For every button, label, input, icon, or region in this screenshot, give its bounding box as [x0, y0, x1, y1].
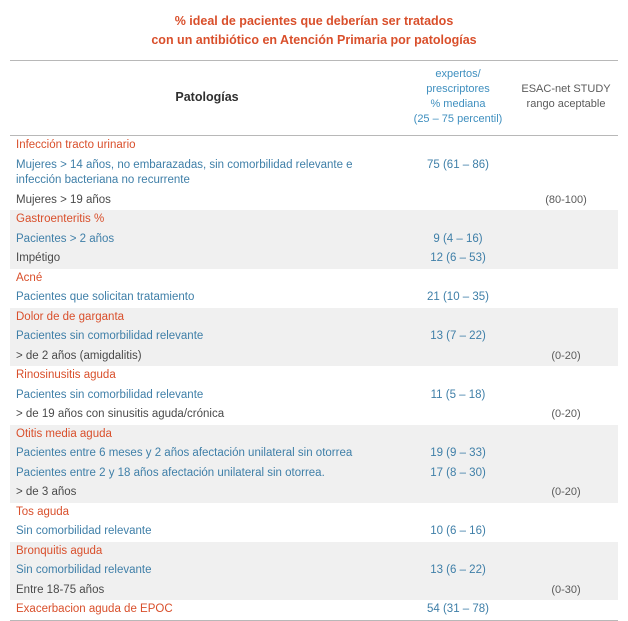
row-experts-value: 12 (6 – 53): [402, 249, 514, 269]
row-label-text: Mujeres > 19 años: [16, 193, 111, 206]
row-label-text: > de 19 años con sinusitis aguda/crónica: [16, 408, 225, 420]
table-row: [10, 327, 618, 347]
row-esac-value: (80-100): [514, 191, 618, 211]
row-esac-value: [514, 136, 618, 156]
table-row: [10, 136, 618, 156]
row-experts-value: [402, 210, 514, 230]
row-experts-value: 13 (6 – 22): [402, 561, 514, 581]
row-label: [10, 386, 402, 406]
row-experts-value: [402, 269, 514, 289]
row-label: [10, 327, 402, 347]
row-experts-value: 10 (6 – 16): [402, 522, 514, 542]
row-label-text: Pacientes entre 2 y 18 años afectación unilateral sin otorrea.: [16, 466, 325, 479]
table-row: [10, 366, 618, 386]
pathologies-table: [10, 60, 618, 620]
table-row: [10, 191, 618, 211]
row-esac-value: [514, 210, 618, 230]
row-experts-value: [402, 191, 514, 211]
table-row: [10, 156, 618, 191]
table-row: [10, 249, 618, 269]
row-esac-value: [514, 542, 618, 562]
row-esac-value: [514, 288, 618, 308]
table-bottom-rule: [10, 620, 618, 621]
row-label-text: Infección tracto urinario: [16, 139, 136, 151]
row-experts-value: [402, 347, 514, 367]
row-label-text: Pacientes > 2 años: [16, 232, 115, 245]
row-experts-value: [402, 405, 514, 425]
row-experts-value: 9 (4 – 16): [402, 230, 514, 250]
title-line-2: con un antibiótico en Atención Primaria por patologías: [151, 33, 477, 47]
column-header-experts: [402, 61, 514, 136]
table-row: [10, 347, 618, 367]
row-experts-value: [402, 308, 514, 328]
row-label: [10, 561, 402, 581]
row-label: [10, 542, 402, 562]
column-header-experts-line3: % mediana: [430, 98, 486, 110]
row-label-text: Bronquitis aguda: [16, 544, 103, 557]
row-experts-value: 19 (9 – 33): [402, 444, 514, 464]
row-label-text: Sin comorbilidad relevante: [16, 564, 152, 576]
table-row: [10, 444, 618, 464]
row-esac-value: [514, 156, 618, 191]
row-label: [10, 230, 402, 250]
row-label-text: > de 3 años: [16, 486, 77, 498]
row-label-text: > de 2 años (amigdalitis): [16, 349, 142, 362]
row-label-text: Rinosinusitis aguda: [16, 369, 116, 381]
row-esac-value: [514, 366, 618, 386]
row-experts-value: [402, 483, 514, 503]
row-esac-value: (0-20): [514, 483, 618, 503]
table-row: [10, 561, 618, 581]
row-esac-value: [514, 308, 618, 328]
row-esac-value: [514, 561, 618, 581]
table-row: [10, 542, 618, 562]
row-esac-value: [514, 327, 618, 347]
column-header-esac: [514, 61, 618, 136]
row-label-text: Exacerbacion aguda de EPOC: [16, 603, 173, 615]
table-row: [10, 522, 618, 542]
row-label-text: Pacientes que solicitan tratamiento: [16, 291, 195, 303]
row-label-text: Otitis media aguda: [16, 427, 112, 440]
row-label: [10, 347, 402, 367]
row-label: [10, 464, 402, 484]
row-experts-value: 75 (61 – 86): [402, 156, 514, 191]
row-label-text: Pacientes sin comorbilidad relevante: [16, 330, 204, 342]
row-label-text: Sin comorbilidad relevante: [16, 525, 152, 537]
row-esac-value: [514, 600, 618, 620]
column-header-esac-line2: rango aceptable: [526, 98, 606, 110]
row-label: [10, 522, 402, 542]
table-row: [10, 308, 618, 328]
row-esac-value: [514, 503, 618, 523]
row-experts-value: 21 (10 – 35): [402, 288, 514, 308]
row-experts-value: [402, 366, 514, 386]
row-esac-value: [514, 464, 618, 484]
row-label: [10, 249, 402, 269]
row-experts-value: 13 (7 – 22): [402, 327, 514, 347]
row-esac-value: (0-30): [514, 581, 618, 601]
row-esac-value: [514, 444, 618, 464]
column-header-experts-line1: expertos/: [435, 68, 481, 80]
row-label: [10, 308, 402, 328]
row-esac-value: [514, 269, 618, 289]
page-title: [0, 0, 628, 60]
row-label: [10, 366, 402, 386]
row-esac-value: (0-20): [514, 347, 618, 367]
table-row: [10, 600, 618, 620]
table-row: [10, 405, 618, 425]
row-esac-value: (0-20): [514, 405, 618, 425]
row-label: [10, 191, 402, 211]
column-header-experts-line4: (25 – 75 percentil): [413, 113, 503, 125]
row-label: [10, 425, 402, 445]
column-header-pathologies: Patologías: [10, 61, 402, 136]
row-experts-value: 54 (31 – 78): [402, 600, 514, 620]
column-header-esac-line1: ESAC-net STUDY: [521, 83, 611, 95]
row-esac-value: [514, 425, 618, 445]
table-row: [10, 464, 618, 484]
table-row: [10, 483, 618, 503]
row-label-text: Pacientes entre 6 meses y 2 años afectación unilateral sin otorrea: [16, 447, 353, 459]
row-label-text: Pacientes sin comorbilidad relevante: [16, 388, 204, 401]
row-label: [10, 581, 402, 601]
title-line-1: % ideal de pacientes que deberían ser tratados: [174, 14, 454, 28]
row-label: [10, 503, 402, 523]
table-row: [10, 503, 618, 523]
row-label-text: Entre 18-75 años: [16, 583, 105, 596]
row-label-text: Acné: [16, 271, 43, 284]
row-esac-value: [514, 386, 618, 406]
row-experts-value: 17 (8 – 30): [402, 464, 514, 484]
row-label-text: Impétigo: [16, 252, 61, 264]
row-esac-value: [514, 230, 618, 250]
row-label: [10, 156, 402, 191]
row-experts-value: [402, 581, 514, 601]
row-experts-value: [402, 136, 514, 156]
row-label: [10, 600, 402, 620]
row-esac-value: [514, 522, 618, 542]
table-row: [10, 581, 618, 601]
row-label: [10, 269, 402, 289]
row-label-text: Gastroenteritis %: [16, 213, 105, 225]
table-row: [10, 269, 618, 289]
row-experts-value: [402, 503, 514, 523]
row-label-text: Tos aguda: [16, 505, 70, 518]
table-row: [10, 230, 618, 250]
table-row: [10, 288, 618, 308]
row-label-text: Dolor de de garganta: [16, 310, 125, 323]
row-label: [10, 288, 402, 308]
row-label: [10, 483, 402, 503]
table-row: [10, 425, 618, 445]
row-label: [10, 444, 402, 464]
row-esac-value: [514, 249, 618, 269]
row-experts-value: 11 (5 – 18): [402, 386, 514, 406]
row-experts-value: [402, 542, 514, 562]
table-row: [10, 210, 618, 230]
table-header: [10, 61, 618, 136]
column-header-experts-line2: prescriptores: [426, 83, 490, 95]
table-row: [10, 386, 618, 406]
row-label-text: Mujeres > 14 años, no embarazadas, sin comorbilidad relevante e infección bacteriana no recurrente: [16, 158, 353, 186]
row-label: [10, 136, 402, 156]
row-experts-value: [402, 425, 514, 445]
row-label: [10, 210, 402, 230]
row-label: [10, 405, 402, 425]
